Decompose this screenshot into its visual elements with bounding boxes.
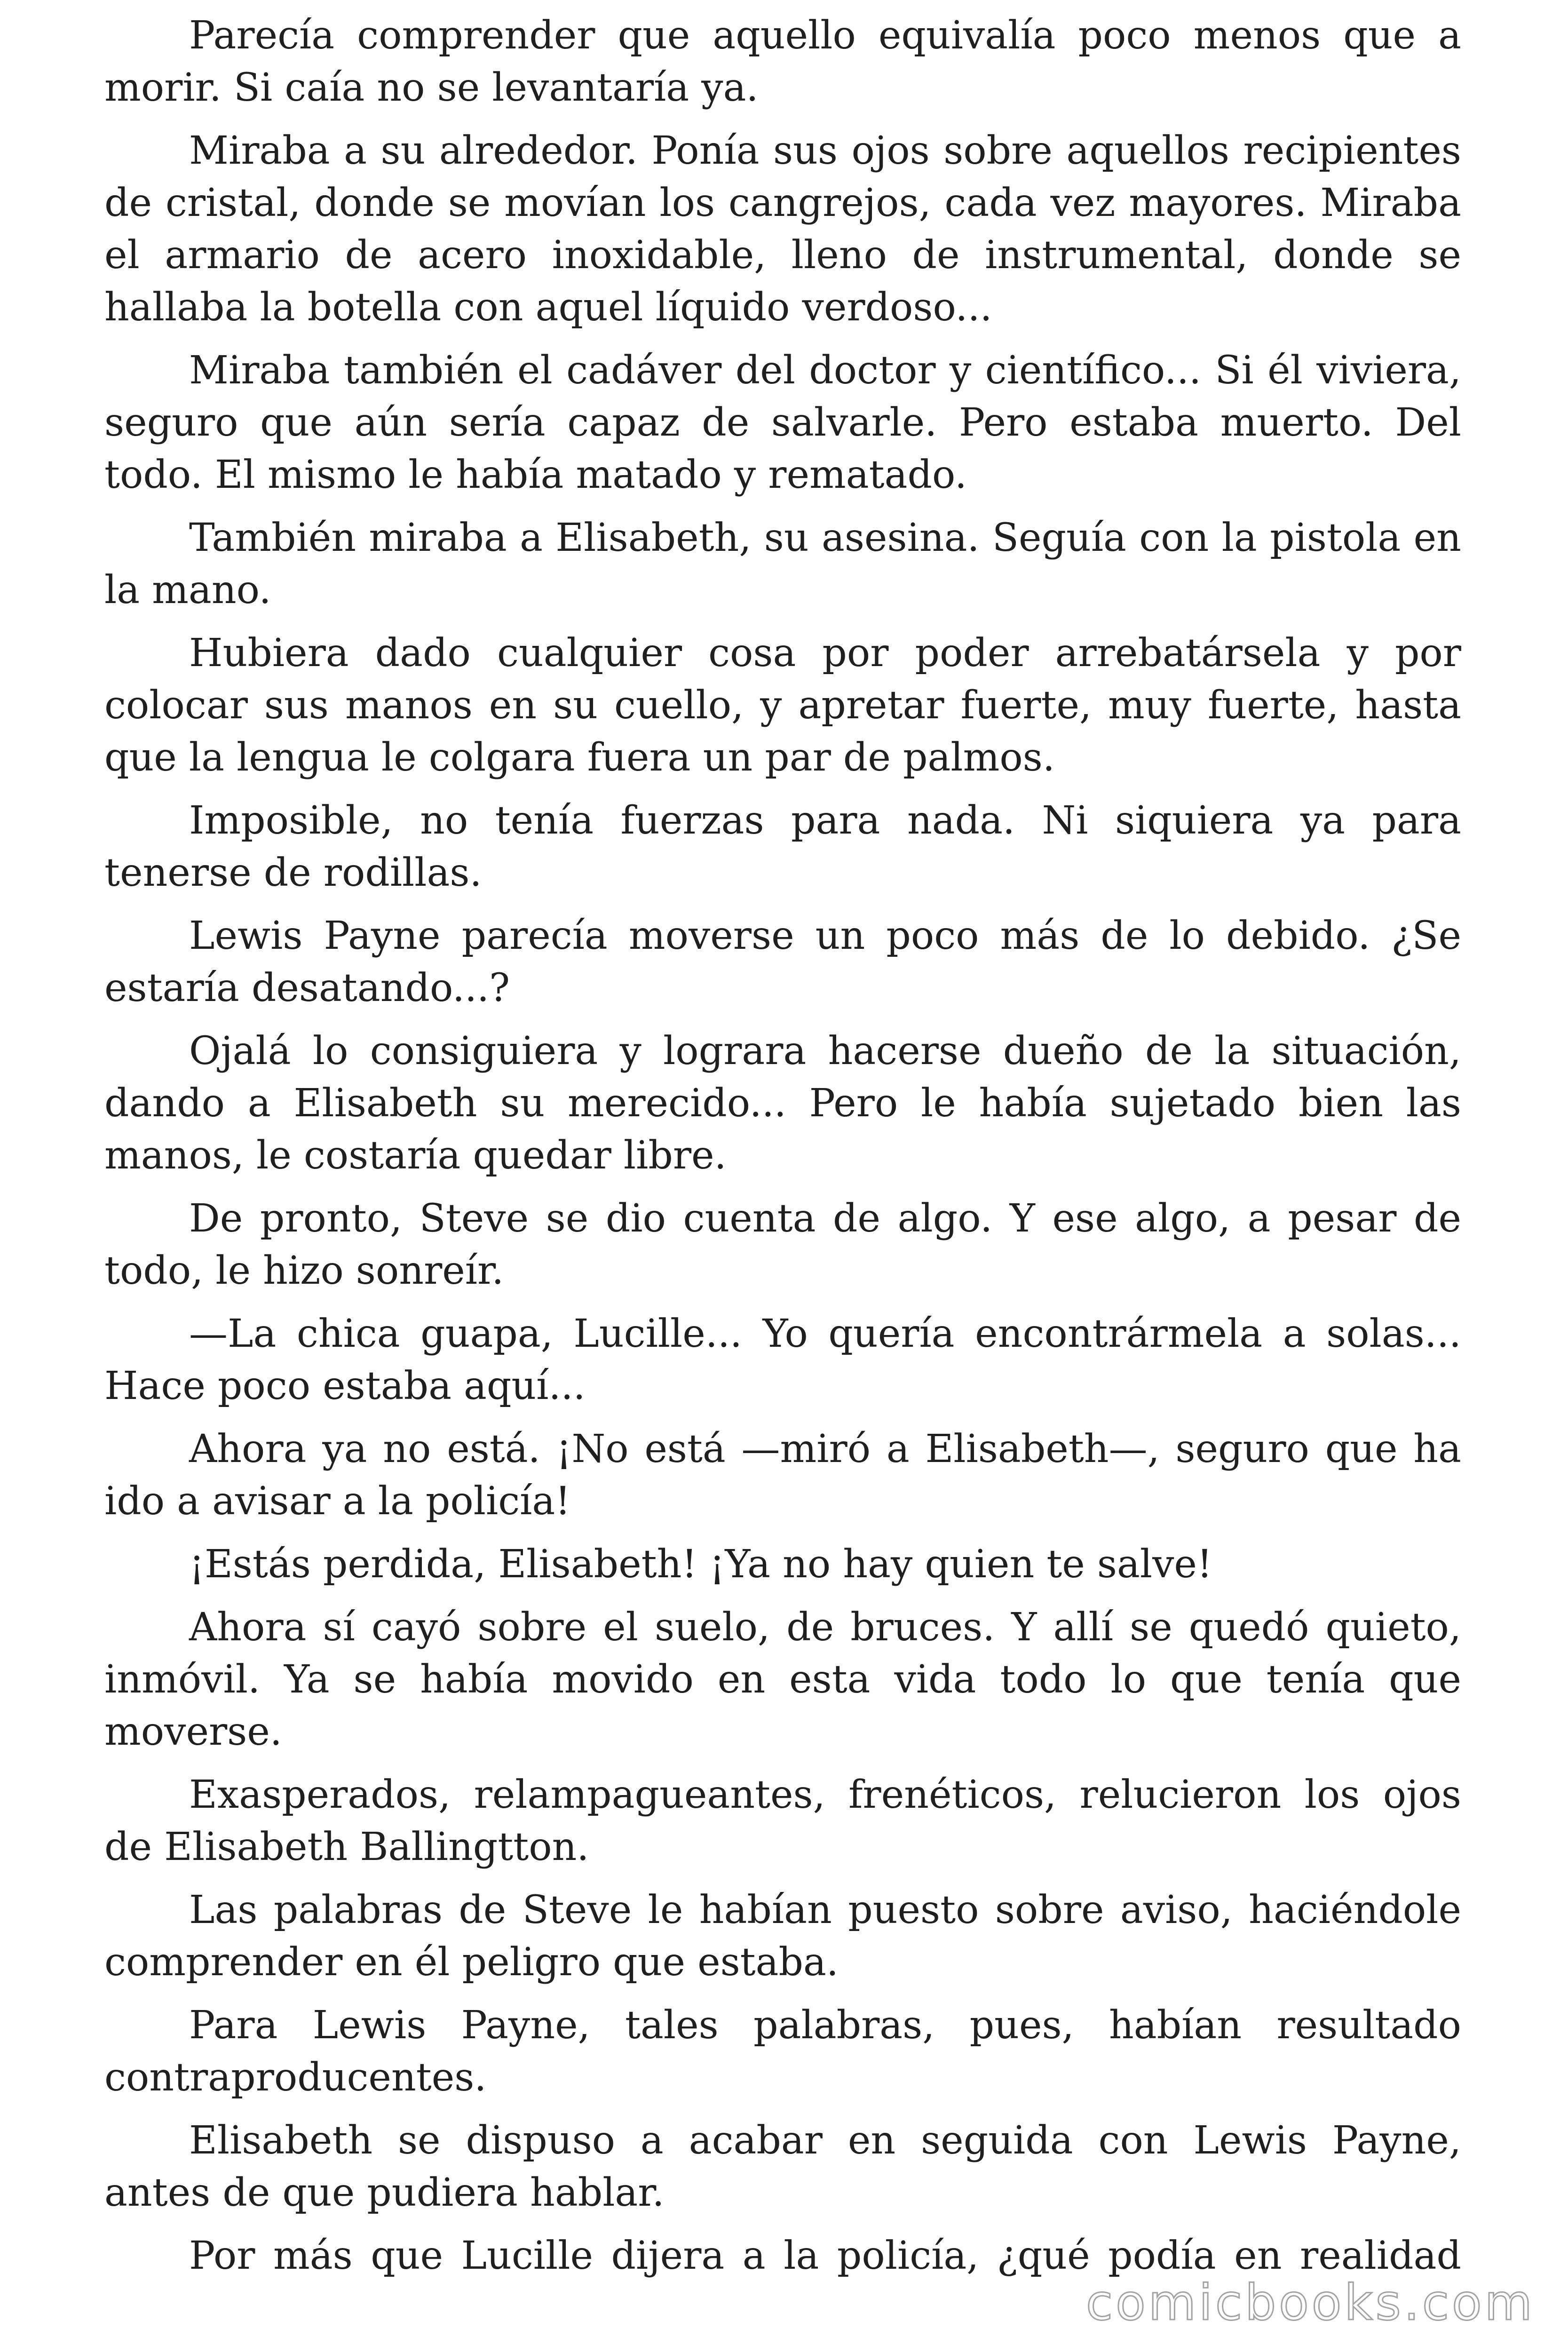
paragraph-17: Elisabeth se dispuso a acabar en seguida con Lewis Payne, antes de que pudiera hablar. [104,2118,1461,2215]
paragraph-6: Imposible, no tenía fuerzas para nada. Ni siquiera ya para tenerse de rodillas. [104,798,1461,895]
paragraph-4: También miraba a Elisabeth, su asesina. Seguía con la pistola en la mano. [104,516,1461,612]
paragraph-13: Ahora sí cayó sobre el suelo, de bruces. Y allí se quedó quieto, inmóvil. Ya se había movido en esta vida todo lo que tenía que moverse. [104,1605,1461,1754]
paragraph-12: ¡Estás perdida, Elisabeth! ¡Ya no hay quien te salve! [189,1542,1212,1587]
paragraph-18: Por más que Lucille dijera a la policía, ¿qué podía en realidad [189,2233,1461,2278]
paragraph-3: Miraba también el cadáver del doctor y científico... Si él viviera, seguro que aún sería capaz de salvarle. Pero estaba muerto. Del todo. El mismo le había matado y rematado. [104,348,1461,497]
paragraph-15: Las palabras de Steve le habían puesto sobre aviso, haciéndole comprender en él peligro que estaba. [104,1888,1461,1985]
paragraph-1: Parecía comprender que aquello equivalía poco menos que a morir. Si caía no se levantaría ya. [104,13,1461,110]
watermark: comicbooks.com [1085,2274,1535,2331]
paragraph-8: Ojalá lo consiguiera y lograra hacerse dueño de la situación, dando a Elisabeth su merecido... Pero le había sujetado bien las manos, le costaría quedar libre. [104,1029,1461,1178]
paragraph-5: Hubiera dado cualquier cosa por poder arrebatársela y por colocar sus manos en su cuello, y apretar fuerte, muy fuerte, hasta que la lengua le colgara fuera un par de palmos. [104,631,1461,780]
paragraph-11: Ahora ya no está. ¡No está —miró a Elisabeth—, seguro que ha ido a avisar a la policía! [104,1427,1461,1524]
paragraph-16: Para Lewis Payne, tales palabras, pues, habían resultado contraproducentes. [104,2003,1461,2100]
paragraph-9: De pronto, Steve se dio cuenta de algo. Y ese algo, a pesar de todo, le hizo sonreír. [104,1196,1461,1293]
page-text [104,9,1461,2293]
paragraph-10: —La chica guapa, Lucille... Yo quería encontrármela a solas... Hace poco estaba aquí... [104,1311,1461,1408]
paragraph-2: Miraba a su alrededor. Ponía sus ojos sobre aquellos recipientes de cristal, donde se movían los cangrejos, cada vez mayores. Miraba el armario de acero inoxidable, lleno de instrumental, donde se hallaba la botella con aquel líquido verdoso... [104,128,1461,330]
paragraph-14: Exasperados, relampagueantes, frenéticos, relucieron los ojos de Elisabeth Ballingtton. [104,1772,1461,1869]
paragraph-7: Lewis Payne parecía moverse un poco más de lo debido. ¿Se estaría desatando...? [104,914,1461,1010]
